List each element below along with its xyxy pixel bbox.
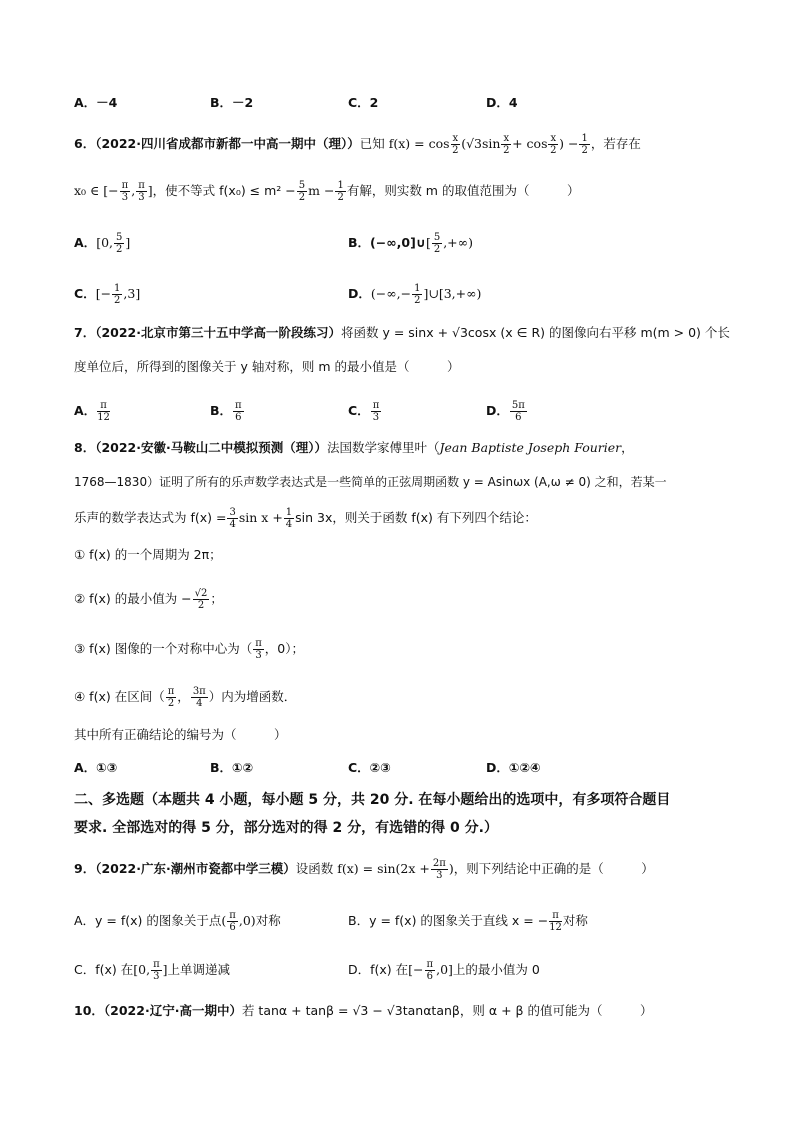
q8-stem-text: 法国数学家傅里叶（	[327, 440, 440, 455]
q8-conclusion-2: ② f(x) 的最小值为 − $\frac{√2}{2}$ ；	[74, 588, 223, 611]
q5-option-a: A．－4	[74, 95, 118, 110]
q6-option-b: B．(−∞,0]∪[ $\frac{5}{2}$ ,+∞)	[348, 232, 473, 255]
q8-option-b: B．①②	[210, 760, 254, 775]
q6-line2-b: ，使不等式 f(x₀) ≤ m² −	[152, 183, 296, 198]
q9-option-b: B．y = f(x) 的图象关于直线 x = − $\frac{\pi}{12}$ 对称	[348, 910, 588, 933]
q9-source: （2022·广东·潮州市瓷都中学三模）	[95, 861, 296, 876]
q6-frac-5-2: $\frac{5}{2}$	[298, 180, 306, 203]
q6-stem-a: 已知	[359, 136, 385, 151]
q9-number: 9．	[74, 861, 96, 876]
q8-option-a: A．①③	[74, 760, 118, 775]
q6-frac-x2: $\frac{x}{2}$	[452, 133, 459, 156]
q8-line3: 乐声的数学表达式为 f(x) = $\frac{3}{4}$ sin x + $\frac{1}{4}$ sin 3x，则关于函数 f(x) 有下列四个结论：	[74, 507, 537, 530]
q8-option-c: C．②③	[348, 760, 391, 775]
q6-func: f(x) = cos	[388, 136, 450, 151]
q8-ask: 其中所有正确结论的编号为（ ）	[74, 727, 287, 742]
q6-option-d: D．(−∞,− $\frac{1}{2}$ ]∪[3,+∞)	[348, 283, 482, 306]
q6-frac-pi3b: $\frac{\pi}{3}$	[138, 180, 145, 203]
q6-line2-c: 有解，则实数 m 的取值范围为（ ）	[346, 183, 580, 198]
q8-line2: 1768—1830）证明了所有的乐声数学表达式是一些简单的正弦周期函数 y = Asinωx (A,ω ≠ 0) 之和，若某一	[74, 475, 667, 489]
q5-option-d: D．4	[486, 95, 518, 110]
q6-x0: x₀ ∈	[74, 183, 100, 198]
q9-option-a: A．y = f(x) 的图象关于点( $\frac{\pi}{6}$ ,0)对称	[74, 910, 281, 933]
q7-source: （2022·北京市第三十五中学高一阶段练习）	[95, 325, 341, 340]
q8-number: 8．	[74, 440, 96, 455]
q6-frac-half: $\frac{1}{2}$	[581, 133, 588, 156]
q8-conclusion-3: ③ f(x) 图像的一个对称中心为（ $\frac{\pi}{3}$ ，0）；	[74, 638, 304, 661]
q7-stem-text: 将函数 y = sinx + √3cosx (x ∈ R) 的图像向右平移 m(m > 0) 个长	[341, 325, 730, 340]
section-2-heading-line2: 要求. 全部选对的得 5 分，部分选对的得 2 分，有选错的得 0 分.）	[74, 820, 498, 836]
q9-option-c: C．f(x) 在[0, $\frac{\pi}{3}$ ]上单调递减	[74, 959, 231, 982]
q6-frac-1-2: $\frac{1}{2}$	[337, 180, 344, 203]
q9-option-d: D．f(x) 在[− $\frac{\pi}{6}$ ,0]上的最小值为 0	[348, 959, 540, 982]
q6-option-a: A．[0, $\frac{5}{2}$ ]	[74, 232, 131, 255]
q8-option-d: D．①②④	[486, 760, 541, 775]
q6-stem-b: ，若存在	[590, 136, 641, 151]
q6-line2: x₀ ∈ [− $\frac{\pi}{3}$ , $\frac{\pi}{3}$ ]，使不等式 f(x₀) ≤ m² − $\frac{5}{2}$ m − $\frac{1}{2}$ 有解，则实数 m 的取值范围为（ ）	[74, 180, 580, 203]
q6-func-body: (√3sin	[461, 136, 501, 151]
q6-option-c: C．[− $\frac{1}{2}$ ,3]	[74, 283, 141, 306]
q6-frac-pi3: $\frac{\pi}{3}$	[121, 180, 129, 203]
q8-fourier-name: Jean Baptiste Joseph Fourier	[439, 440, 622, 455]
section-2-heading: 二、多选题（本题共 4 小题，每小题 5 分，共 20 分. 在每小题给出的选项中，有多项符合题目	[74, 792, 671, 808]
q7-stem	[74, 323, 730, 343]
q6-number: 6．	[74, 136, 96, 151]
q8-conclusion-4: ④ f(x) 在区间（ $\frac{\pi}{2}$ ， $\frac{3\pi}{4}$ ）内为增函数．	[74, 686, 297, 709]
q6-frac-x2c: $\frac{x}{2}$	[550, 133, 557, 156]
q6-stem: 6．（2022·四川省成都市新都一中高一期中（理））已知 f(x) = cos $\frac{x}{2}$ (√3sin $\frac{x}{2}$ + cos $\frac{x}{2}$ ) − $\frac{1}{2}$ ，若存在	[74, 133, 641, 156]
q7-number: 7．	[74, 325, 96, 340]
q10-number: 10．	[74, 1003, 104, 1018]
q8-conclusion-1: ① f(x) 的一个周期为 2π；	[74, 547, 222, 562]
q7-line2: 度单位后，所得到的图像关于 y 轴对称，则 m 的最小值是（ ）	[74, 359, 460, 374]
q10-stem-text: 若 tanα + tanβ = √3 − √3tanαtanβ，则 α + β 的值可能为（ ）	[241, 1003, 653, 1018]
q6-source: （2022·四川省成都市新都一中高一期中（理））	[95, 136, 360, 151]
q5-option-c: C．2	[348, 95, 379, 110]
q10-stem	[74, 1001, 652, 1021]
q7-option-c: C． $\frac{\pi}{3}$	[348, 400, 380, 423]
q7-option-a: A． $\frac{\pi}{12}$	[74, 400, 110, 423]
q7-option-d: D． $\frac{5\pi}{6}$	[486, 400, 525, 423]
q8-stem: 8．（2022·安徽·马鞍山二中模拟预测（理））法国数学家傅里叶（Jean Baptiste Joseph Fourier，	[74, 440, 634, 455]
q5-option-b: B．－2	[210, 95, 254, 110]
q7-option-b: B． $\frac{\pi}{6}$	[210, 400, 242, 423]
q8-source: （2022·安徽·马鞍山二中模拟预测（理））	[95, 440, 327, 455]
q9-stem: 9．（2022·广东·潮州市瓷都中学三模）设函数 f(x) = sin(2x + $\frac{2\pi}{3}$ )，则下列结论中正确的是（ ）	[74, 858, 654, 881]
q6-frac-x2b: $\frac{x}{2}$	[503, 133, 510, 156]
q10-source: （2022·辽宁·高一期中）	[103, 1003, 242, 1018]
